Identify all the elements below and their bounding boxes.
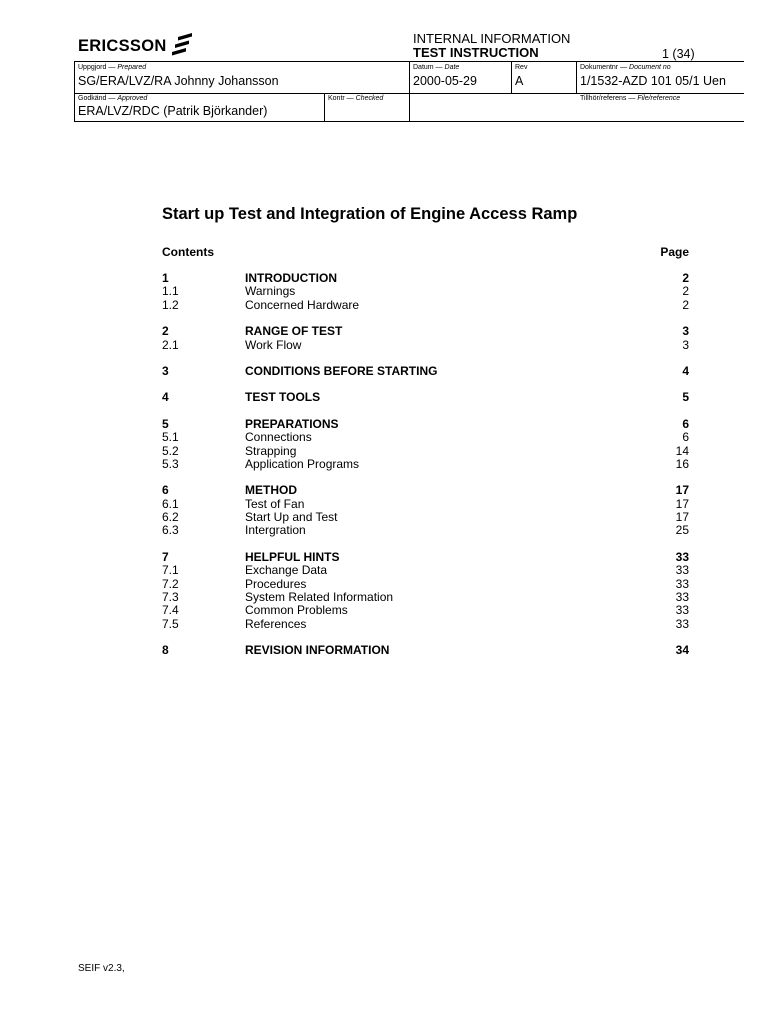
toc-number: 7 <box>162 549 169 564</box>
toc-number: 5.1 <box>162 430 179 445</box>
toc-label: Strapping <box>245 443 297 458</box>
toc-number: 4 <box>162 390 169 405</box>
toc-page: 3 <box>682 324 689 339</box>
toc-label: INTRODUCTION <box>245 271 337 285</box>
toc-label: HELPFUL HINTS <box>245 549 340 564</box>
toc-subsection-row[interactable] <box>162 524 689 537</box>
toc-number: 2 <box>162 324 169 339</box>
document-title: Start up Test and Integration of Engine Access Ramp <box>162 205 578 223</box>
toc-label: Intergration <box>245 523 306 538</box>
toc-page: 34 <box>675 643 689 658</box>
toc-section-row[interactable] <box>162 418 689 431</box>
toc-subsection-row[interactable] <box>162 299 689 312</box>
toc-label: REVISION INFORMATION <box>245 643 390 658</box>
toc-page: 6 <box>682 430 689 445</box>
toc-page: 33 <box>675 616 689 631</box>
toc-label: CONDITIONS BEFORE STARTING <box>245 363 438 378</box>
toc-subsection-row[interactable] <box>162 604 689 617</box>
toc-section-row[interactable] <box>162 325 689 338</box>
toc-label: Warnings <box>245 284 296 299</box>
toc-number: 3 <box>162 363 169 378</box>
company-logo-text: ERICSSON <box>78 37 167 55</box>
toc-number: 7.1 <box>162 563 179 578</box>
toc-number: 2.1 <box>162 337 179 352</box>
header-rule-rev <box>511 61 512 93</box>
prepared-label: Uppgjord — Prepared <box>78 64 147 71</box>
toc-page: 2 <box>682 284 689 299</box>
footer-template-version: SEIF v2.3, <box>78 963 125 974</box>
table-of-contents <box>162 272 689 658</box>
contents-heading: Contents <box>162 245 214 259</box>
header-rule-docno <box>576 61 577 93</box>
toc-number: 1.1 <box>162 284 179 299</box>
document-number-value: 1/1532-AZD 101 05/1 Uen <box>580 74 726 88</box>
toc-label: Start Up and Test <box>245 510 338 525</box>
toc-number: 7.4 <box>162 603 179 618</box>
toc-label: System Related Information <box>245 590 394 605</box>
toc-section-row[interactable] <box>162 365 689 378</box>
toc-page: 33 <box>675 563 689 578</box>
toc-page: 16 <box>675 456 689 471</box>
toc-page: 2 <box>682 297 689 312</box>
toc-page: 25 <box>675 523 689 538</box>
toc-subsection-row[interactable] <box>162 431 689 444</box>
toc-page: 5 <box>682 390 689 405</box>
toc-page: 33 <box>675 549 689 564</box>
header-rule-checked <box>324 93 325 121</box>
toc-number: 7.2 <box>162 576 179 591</box>
approved-label: Godkänd — Approved <box>78 95 148 102</box>
toc-number: 5.3 <box>162 456 179 471</box>
toc-page: 17 <box>675 483 689 498</box>
rev-label: Rev <box>515 64 528 71</box>
page-column-heading: Page <box>660 245 689 259</box>
toc-label: References <box>245 616 307 631</box>
toc-number: 6.3 <box>162 523 179 538</box>
toc-subsection-row[interactable] <box>162 564 689 577</box>
toc-number: 6.2 <box>162 510 179 525</box>
toc-subsection-row[interactable] <box>162 618 689 631</box>
toc-section-row[interactable] <box>162 391 689 404</box>
toc-page: 33 <box>675 576 689 591</box>
toc-page: 14 <box>675 443 689 458</box>
toc-page: 3 <box>682 337 689 352</box>
approved-value: ERA/LVZ/RDC (Patrik Björkander) <box>78 104 268 118</box>
toc-subsection-row[interactable] <box>162 578 689 591</box>
classification-label: INTERNAL INFORMATION <box>413 31 571 46</box>
toc-label: TEST TOOLS <box>245 390 321 405</box>
toc-number: 7.5 <box>162 616 179 631</box>
toc-number: 7.3 <box>162 590 179 605</box>
rev-value: A <box>515 74 524 88</box>
header-rule-bottom <box>74 121 744 122</box>
toc-label: Test of Fan <box>245 496 305 511</box>
toc-subsection-row[interactable] <box>162 498 689 511</box>
toc-section-row[interactable] <box>162 484 689 497</box>
document-number-label: Dokumentnr — Document no <box>580 64 671 71</box>
header-rule-divider <box>409 61 410 121</box>
toc-page: 6 <box>682 416 689 431</box>
date-label: Datum — Date <box>413 64 460 71</box>
toc-page: 2 <box>682 271 689 285</box>
ericsson-logo-icon <box>172 33 194 57</box>
reference-label: Tillhör/referens — File/reference <box>580 95 681 102</box>
toc-number: 5.2 <box>162 443 179 458</box>
toc-number: 5 <box>162 416 169 431</box>
toc-subsection-row[interactable] <box>162 458 689 471</box>
toc-number: 6.1 <box>162 496 179 511</box>
prepared-value: SG/ERA/LVZ/RA Johnny Johansson <box>78 74 279 88</box>
toc-label: RANGE OF TEST <box>245 324 343 339</box>
header-rule-left <box>74 61 75 121</box>
toc-label: Common Problems <box>245 603 348 618</box>
toc-section-row[interactable] <box>162 644 689 657</box>
toc-label: Exchange Data <box>245 563 328 578</box>
page-number: 1 (34) <box>662 47 695 61</box>
toc-label: Procedures <box>245 576 307 591</box>
checked-label: Kontr — Checked <box>328 95 384 102</box>
toc-page: 17 <box>675 496 689 511</box>
toc-subsection-row[interactable] <box>162 591 689 604</box>
toc-subsection-row[interactable] <box>162 445 689 458</box>
toc-number: 6 <box>162 483 169 498</box>
toc-page: 33 <box>675 590 689 605</box>
toc-number: 1 <box>162 271 169 285</box>
document-type: TEST INSTRUCTION <box>413 45 539 60</box>
toc-label: METHOD <box>245 483 297 498</box>
toc-subsection-row[interactable] <box>162 285 689 298</box>
toc-label: Work Flow <box>245 337 302 352</box>
toc-page: 33 <box>675 603 689 618</box>
toc-number: 1.2 <box>162 297 179 312</box>
toc-label: Application Programs <box>245 456 360 471</box>
toc-section-row[interactable] <box>162 272 689 285</box>
toc-subsection-row[interactable] <box>162 511 689 524</box>
date-value: 2000-05-29 <box>413 74 477 88</box>
toc-label: PREPARATIONS <box>245 416 339 431</box>
toc-section-row[interactable] <box>162 551 689 564</box>
toc-number: 8 <box>162 643 169 658</box>
toc-page: 17 <box>675 510 689 525</box>
toc-label: Concerned Hardware <box>245 297 360 312</box>
toc-label: Connections <box>245 430 312 445</box>
toc-subsection-row[interactable] <box>162 339 689 352</box>
toc-page: 4 <box>682 363 689 378</box>
